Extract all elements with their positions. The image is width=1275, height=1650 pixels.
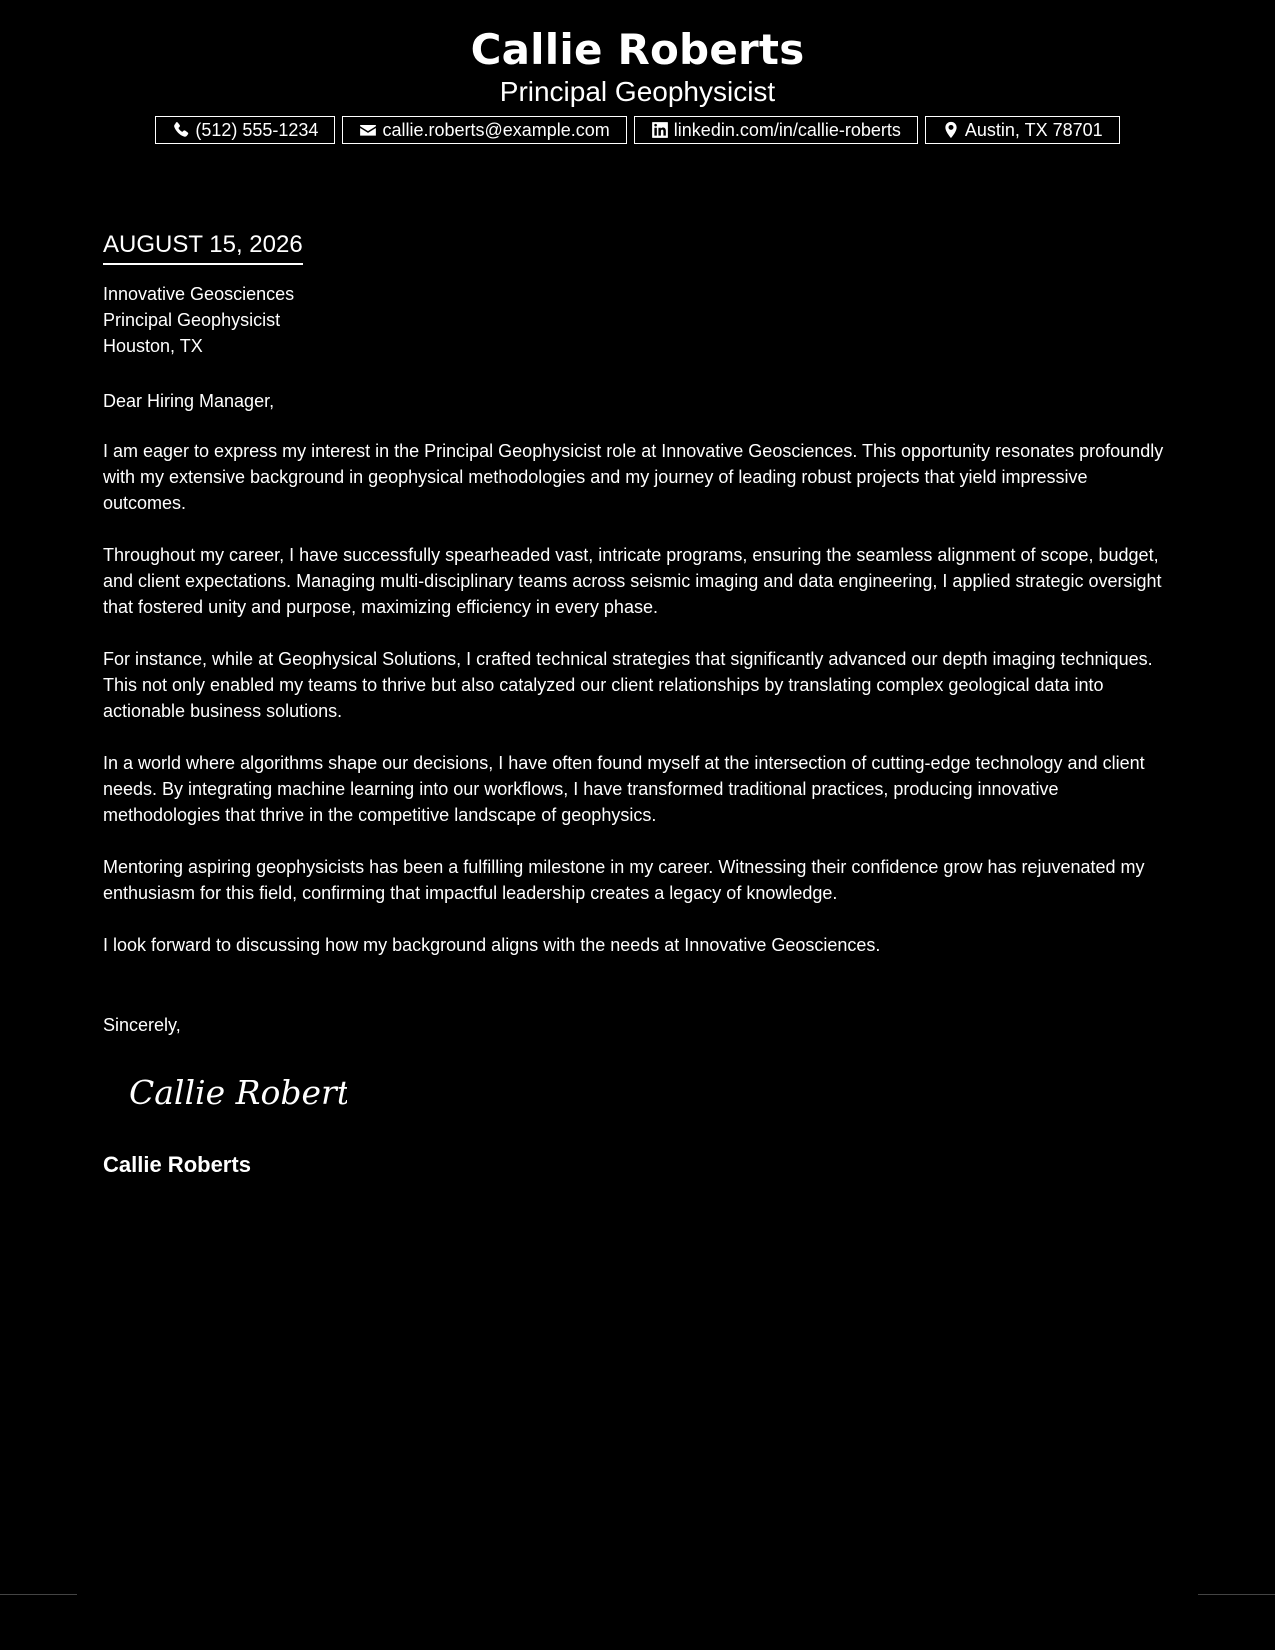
recipient-company: Innovative Geosciences [103,284,295,304]
letter-body [103,228,1173,1179]
phone-chip[interactable] [155,116,335,144]
phone-icon [172,121,190,139]
location-chip[interactable] [925,116,1120,144]
envelope-icon [359,121,377,139]
signature-image [127,1068,347,1120]
linkedin-chip[interactable] [634,116,918,144]
phone-text: (512) 555-1234 [195,119,319,140]
contact-bar [0,116,1275,144]
email-chip[interactable] [342,116,626,144]
applicant-title: Principal Geophysicist [499,76,776,107]
paragraph: For instance, while at Geophysical Solutions, I crafted technical strategies that significantly advanced our depth imaging techniques. This not only enabled my teams to thrive but also catalyzed our client relationships by translating complex geological data into actionable business solutions. [103,649,1153,721]
paragraph: In a world where algorithms shape our decisions, I have often found myself at the intersection of cutting-edge technology and client needs. By integrating machine learning into our workflows, I have transformed traditional practices, producing innovative methodologies that thrive in the competitive landscape of geophysics. [103,753,1145,825]
linkedin-icon [651,121,669,139]
recipient-role: Principal Geophysicist [103,310,281,330]
closing: Sincerely, [103,1015,181,1035]
signature-text: Callie Roberts [129,1073,347,1112]
paragraph: Throughout my career, I have successfully spearheaded vast, intricate programs, ensuring the seamless alignment of scope, budget, and client expectations. Managing multi-disciplinary teams across seismic imaging and data engineering, I applied strategic oversight that fostered unity and purpose, maximizing efficiency in every phase. [103,545,1162,617]
footer-divider-right [1198,1594,1275,1595]
recipient-location: Houston, TX [103,336,203,356]
paragraph: Mentoring aspiring geophysicists has been a fulfilling milestone in my career. Witnessing their confidence grow has rejuvenated my enthusiasm for this field, confirming that impactful leadership creates a legacy of knowledge. [103,857,1145,903]
linkedin-text: linkedin.com/in/callie-roberts [673,119,901,140]
paragraph: I am eager to express my interest in the Principal Geophysicist role at Innovative Geosciences. This opportunity resonates profoundly with my extensive background in geophysical methodologies and my journey of leading robust projects that yield impressive outcomes. [103,441,1164,513]
salutation: Dear Hiring Manager, [103,391,275,411]
paragraph: I look forward to discussing how my background aligns with the needs at Innovative Geosciences. [103,935,881,955]
footer-divider-left [0,1594,77,1595]
applicant-name: Callie Roberts [470,25,805,74]
map-marker-icon [942,121,960,139]
email-text: callie.roberts@example.com [382,119,610,140]
signer-name: Callie Roberts [103,1152,251,1177]
letter-header [0,24,1275,144]
letter-date: AUGUST 15, 2026 [103,228,303,265]
recipient-block [103,281,1173,359]
location-text: Austin, TX 78701 [964,119,1103,140]
